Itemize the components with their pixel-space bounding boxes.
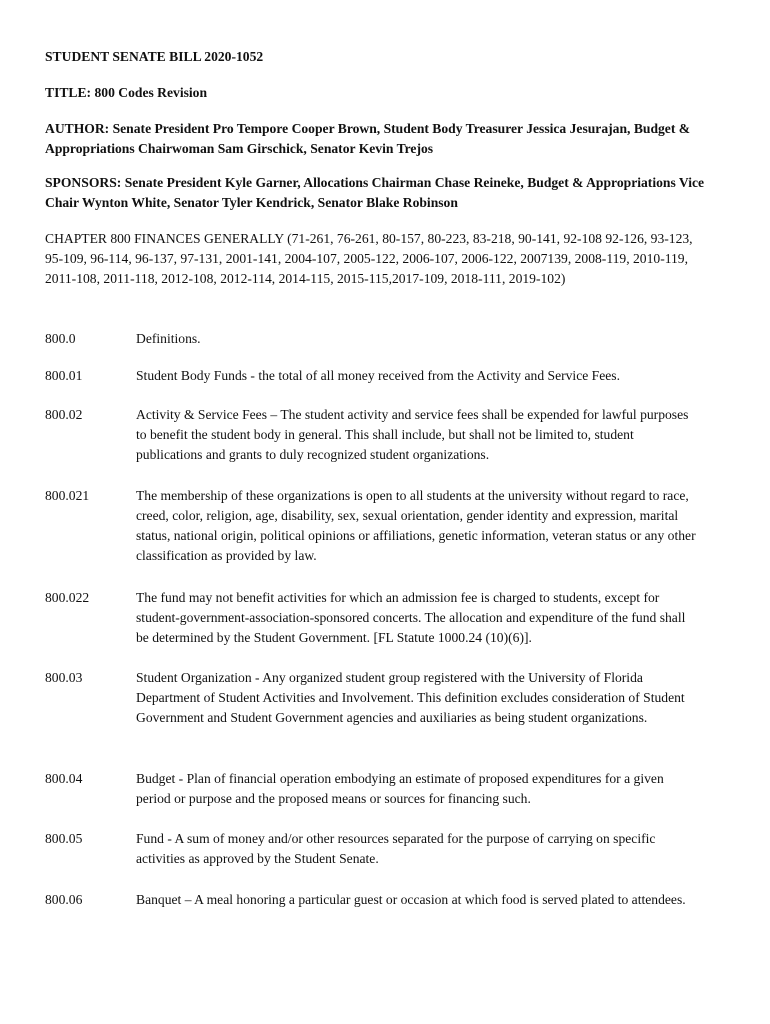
section-text: The fund may not benefit activities for which an admission fee is charged to students, except for student-government-association-sponsored concerts. The allocation and expenditure of the fund shall be determined by the Student Government. [FL Statute 1000.24 (10)(6)]. bbox=[136, 590, 686, 645]
section-number: 800.04 bbox=[45, 771, 83, 786]
bill-author: AUTHOR: Senate President Pro Tempore Cooper Brown, Student Body Treasurer Jessica Jesurajan, Budget & Appropriations Chairwoman Sam Girschick, Senator Kevin Trejos bbox=[45, 121, 691, 156]
bill-header: STUDENT SENATE BILL 2020-1052 bbox=[45, 49, 264, 64]
bill-title: TITLE: 800 Codes Revision bbox=[45, 85, 208, 100]
section-text: Banquet – A meal honoring a particular guest or occasion at which food is served plated to attendees. bbox=[136, 892, 686, 907]
section-text: Fund - A sum of money and/or other resources separated for the purpose of carrying on specific activities as approved by the Student Senate. bbox=[136, 831, 656, 866]
section-number: 800.021 bbox=[45, 488, 90, 503]
section-text: The membership of these organizations is open to all students at the university without regard to race, creed, color, religion, age, disability, sex, sexual orientation, gender identity and expression, marital status, national origin, political opinions or affiliations, genetic information, veteran status or any other classification as provided by law. bbox=[136, 488, 696, 563]
chapter-heading: CHAPTER 800 FINANCES GENERALLY (71-261, 76-261, 80-157, 80-223, 83-218, 90-141, 92-108 92-126, 93-123, 95-109, 96-114, 96-137, 97-131, 2001-141, 2004-107, 2005-122, 2006-107, 2006-122, 2007139, 2008-119, 2010-119, 2011-108, 2011-118, 2012-108, 2012-114, 2014-115, 2015-115,2017-109, 2018-111, 2019-102) bbox=[45, 231, 693, 286]
bill-sponsors: SPONSORS: Senate President Kyle Garner, Allocations Chairman Chase Reineke, Budget & Appropriations Vice Chair Wynton White, Senator Tyler Kendrick, Senator Blake Robinson bbox=[45, 175, 705, 210]
section-number: 800.05 bbox=[45, 831, 83, 846]
section-text: Budget - Plan of financial operation embodying an estimate of proposed expenditures for a given period or purpose and the proposed means or sources for financing such. bbox=[136, 771, 664, 806]
section-number: 800.06 bbox=[45, 892, 83, 907]
section-text: Activity & Service Fees – The student activity and service fees shall be expended for lawful purposes to benefit the student body in general. This shall include, but shall not be limited to, student publications and grants to duly recognized student organizations. bbox=[136, 407, 689, 462]
section-number: 800.03 bbox=[45, 670, 83, 685]
section-number: 800.022 bbox=[45, 590, 90, 605]
section-text: Definitions. bbox=[136, 331, 201, 346]
section-text: Student Organization - Any organized student group registered with the University of Florida Department of Student Activities and Involvement. This definition excludes consideration of Student Government and Student Government agencies and auxiliaries as being student organizations. bbox=[136, 670, 685, 725]
section-number: 800.0 bbox=[45, 331, 76, 346]
section-number: 800.02 bbox=[45, 407, 83, 422]
section-number: 800.01 bbox=[45, 368, 83, 383]
section-text: Student Body Funds - the total of all money received from the Activity and Service Fees. bbox=[136, 368, 620, 383]
